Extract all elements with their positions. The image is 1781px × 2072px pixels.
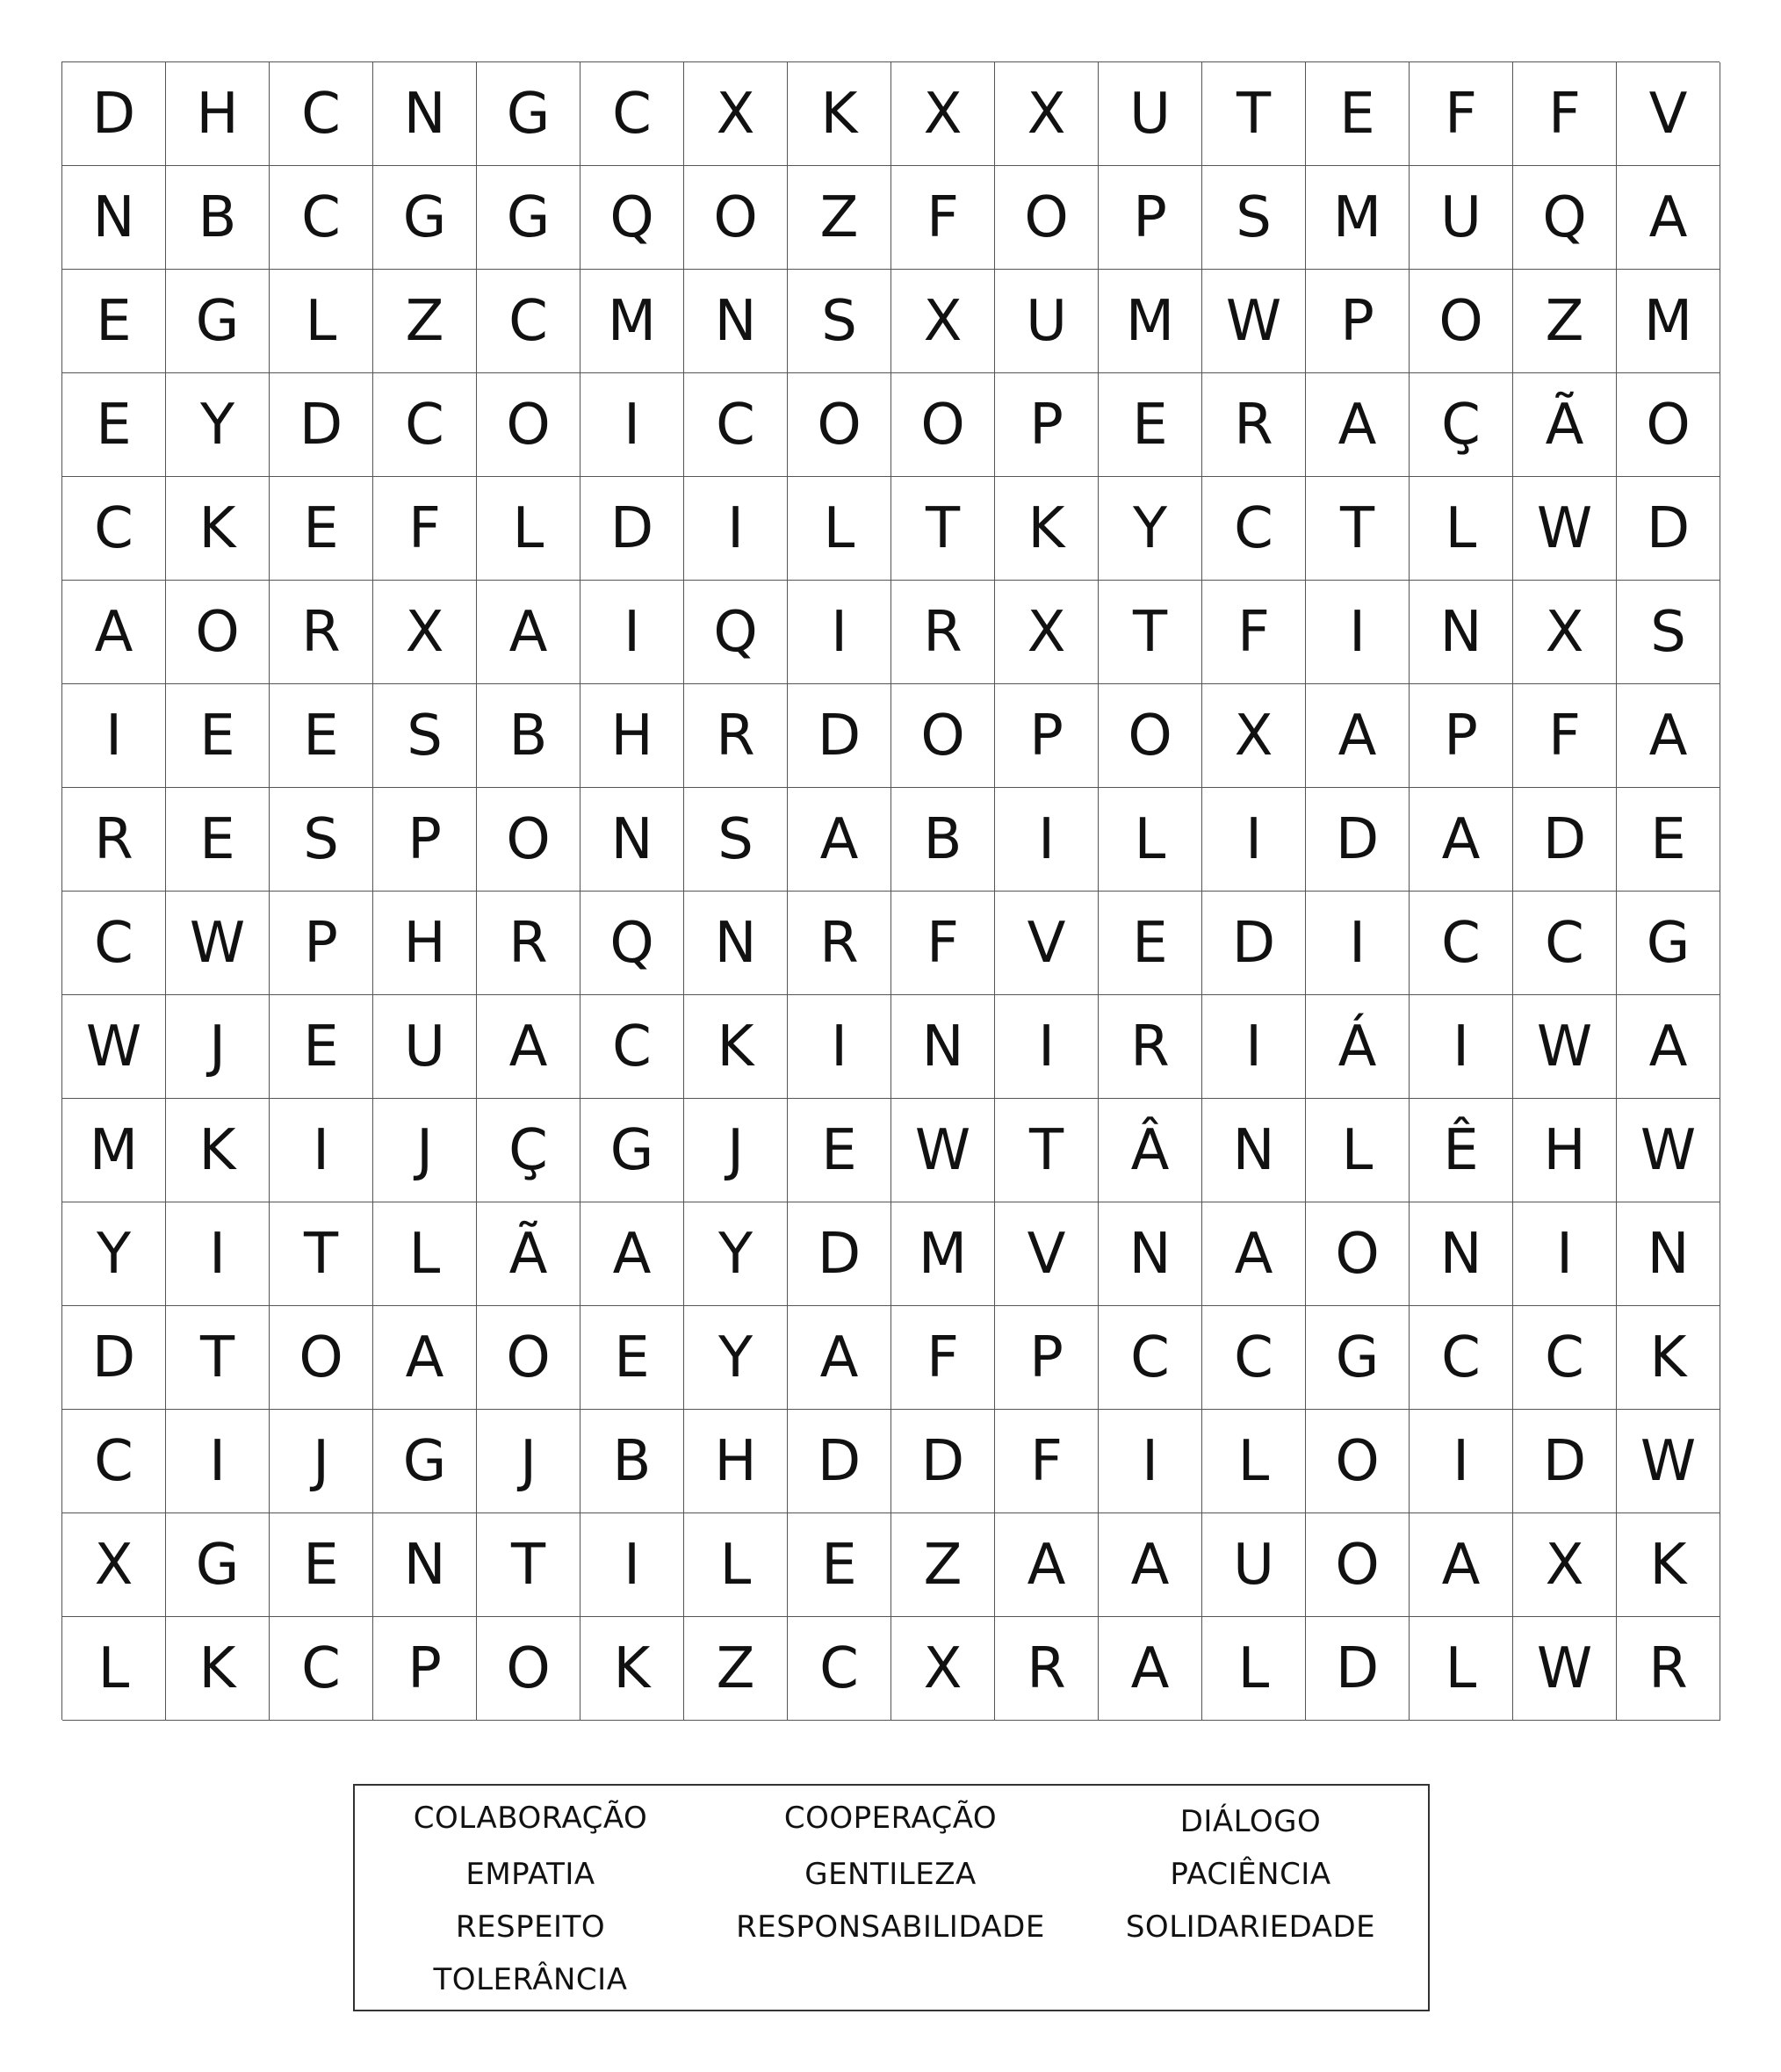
grid-cell[interactable]: L [1306, 1099, 1410, 1202]
grid-cell[interactable]: T [891, 477, 995, 581]
grid-cell[interactable]: A [1306, 373, 1410, 477]
grid-cell[interactable]: K [1617, 1306, 1720, 1410]
grid-cell[interactable]: V [995, 1202, 1099, 1306]
grid-cell[interactable]: F [1202, 581, 1306, 684]
grid-cell[interactable]: Ã [1513, 373, 1617, 477]
grid-cell[interactable]: N [891, 995, 995, 1099]
grid-cell[interactable]: C [684, 373, 788, 477]
grid-cell[interactable]: A [1306, 684, 1410, 788]
grid-cell[interactable]: J [166, 995, 270, 1099]
grid-cell[interactable]: X [995, 581, 1099, 684]
grid-cell[interactable]: U [373, 995, 477, 1099]
grid-cell[interactable]: U [1410, 166, 1513, 270]
grid-cell[interactable]: I [1306, 581, 1410, 684]
grid-cell[interactable]: P [373, 1617, 477, 1721]
word-list-item: RESPONSABILIDADE [736, 1910, 1045, 1945]
grid-cell[interactable]: N [684, 892, 788, 995]
grid-cell[interactable]: N [373, 1513, 477, 1617]
grid-cell[interactable]: J [373, 1099, 477, 1202]
grid-cell[interactable]: R [477, 892, 580, 995]
grid-cell[interactable]: F [1410, 62, 1513, 166]
grid-cell[interactable]: Ã [477, 1202, 580, 1306]
grid-cell[interactable]: R [891, 581, 995, 684]
grid-cell[interactable]: D [62, 1306, 166, 1410]
grid-cell[interactable]: C [270, 1617, 373, 1721]
grid-cell[interactable]: Ç [477, 1099, 580, 1202]
grid-cell[interactable]: E [62, 270, 166, 373]
grid-cell[interactable]: C [1513, 892, 1617, 995]
grid-cell[interactable]: R [684, 684, 788, 788]
grid-cell[interactable]: N [1202, 1099, 1306, 1202]
grid-cell[interactable]: Q [684, 581, 788, 684]
grid-cell[interactable]: I [1513, 1202, 1617, 1306]
grid-cell[interactable]: O [1306, 1202, 1410, 1306]
grid-cell[interactable]: V [1617, 62, 1720, 166]
grid-cell[interactable]: I [166, 1202, 270, 1306]
grid-cell[interactable]: T [1202, 62, 1306, 166]
grid-cell[interactable]: I [684, 477, 788, 581]
grid-cell[interactable]: E [62, 373, 166, 477]
grid-cell[interactable]: Â [1099, 1099, 1202, 1202]
grid-cell[interactable]: C [270, 166, 373, 270]
grid-cell[interactable]: O [1306, 1513, 1410, 1617]
grid-cell[interactable]: C [477, 270, 580, 373]
grid-cell[interactable]: E [788, 1099, 891, 1202]
grid-cell[interactable]: E [580, 1306, 684, 1410]
grid-cell[interactable]: L [1410, 477, 1513, 581]
grid-cell[interactable]: I [788, 581, 891, 684]
grid-cell[interactable]: W [1513, 995, 1617, 1099]
grid-cell[interactable]: Z [891, 1513, 995, 1617]
grid-cell[interactable]: Z [788, 166, 891, 270]
grid-cell[interactable]: B [477, 684, 580, 788]
grid-cell[interactable]: Ê [1410, 1099, 1513, 1202]
grid-cell[interactable]: S [1202, 166, 1306, 270]
grid-cell[interactable]: N [373, 62, 477, 166]
grid-cell[interactable]: C [1410, 892, 1513, 995]
grid-cell[interactable]: G [1306, 1306, 1410, 1410]
grid-cell[interactable]: C [270, 62, 373, 166]
grid-cell[interactable]: I [1410, 995, 1513, 1099]
grid-cell[interactable]: X [1513, 581, 1617, 684]
grid-cell[interactable]: I [1202, 995, 1306, 1099]
grid-cell[interactable]: E [270, 995, 373, 1099]
grid-cell[interactable]: A [477, 581, 580, 684]
grid-cell[interactable]: T [1306, 477, 1410, 581]
grid-cell[interactable]: Y [166, 373, 270, 477]
grid-cell[interactable]: S [684, 788, 788, 892]
grid-cell[interactable]: O [788, 373, 891, 477]
grid-cell[interactable]: C [1202, 477, 1306, 581]
grid-cell[interactable]: U [995, 270, 1099, 373]
grid-cell[interactable]: P [373, 788, 477, 892]
grid-cell[interactable]: U [1202, 1513, 1306, 1617]
grid-cell[interactable]: A [1099, 1617, 1202, 1721]
word-list-item: COOPERAÇÃO [783, 1801, 998, 1836]
grid-cell[interactable]: N [1099, 1202, 1202, 1306]
grid-cell[interactable]: H [373, 892, 477, 995]
grid-cell[interactable]: I [1410, 1410, 1513, 1513]
grid-cell[interactable]: Y [684, 1306, 788, 1410]
grid-cell[interactable]: X [891, 62, 995, 166]
grid-cell[interactable]: A [1617, 684, 1720, 788]
grid-cell[interactable]: N [1410, 1202, 1513, 1306]
grid-cell[interactable]: P [1099, 166, 1202, 270]
grid-cell[interactable]: D [788, 1202, 891, 1306]
grid-cell[interactable]: L [477, 477, 580, 581]
grid-cell[interactable]: L [788, 477, 891, 581]
grid-cell[interactable]: D [1202, 892, 1306, 995]
grid-cell[interactable]: D [62, 62, 166, 166]
grid-cell[interactable]: N [1617, 1202, 1720, 1306]
grid-cell[interactable]: C [62, 1410, 166, 1513]
grid-cell[interactable]: M [580, 270, 684, 373]
grid-cell[interactable]: R [1202, 373, 1306, 477]
grid-cell[interactable]: G [477, 62, 580, 166]
grid-cell[interactable]: L [62, 1617, 166, 1721]
grid-cell[interactable]: A [1410, 788, 1513, 892]
grid-cell[interactable]: I [580, 373, 684, 477]
grid-cell[interactable]: Y [684, 1202, 788, 1306]
grid-cell[interactable]: C [580, 995, 684, 1099]
letter-grid[interactable] [61, 61, 1720, 1720]
grid-cell[interactable]: E [270, 1513, 373, 1617]
grid-cell[interactable]: Z [373, 270, 477, 373]
grid-cell[interactable]: B [891, 788, 995, 892]
grid-cell[interactable]: O [477, 1306, 580, 1410]
grid-cell[interactable]: A [373, 1306, 477, 1410]
grid-cell[interactable]: C [1513, 1306, 1617, 1410]
grid-cell[interactable]: D [788, 1410, 891, 1513]
word-list-item: GENTILEZA [804, 1857, 977, 1892]
grid-cell[interactable]: H [684, 1410, 788, 1513]
grid-cell[interactable]: A [477, 995, 580, 1099]
grid-cell[interactable]: C [580, 62, 684, 166]
grid-cell[interactable]: C [788, 1617, 891, 1721]
grid-cell[interactable]: P [995, 373, 1099, 477]
grid-cell[interactable]: C [1202, 1306, 1306, 1410]
grid-cell[interactable]: Y [62, 1202, 166, 1306]
grid-cell[interactable]: F [1513, 684, 1617, 788]
grid-cell[interactable]: G [166, 1513, 270, 1617]
grid-cell[interactable]: R [1617, 1617, 1720, 1721]
grid-cell[interactable]: X [891, 270, 995, 373]
grid-cell[interactable]: F [891, 892, 995, 995]
grid-cell[interactable]: U [1099, 62, 1202, 166]
grid-cell[interactable]: R [270, 581, 373, 684]
grid-cell[interactable]: W [62, 995, 166, 1099]
grid-cell[interactable]: D [1306, 788, 1410, 892]
grid-cell[interactable]: K [684, 995, 788, 1099]
grid-cell[interactable]: D [580, 477, 684, 581]
grid-cell[interactable]: H [580, 684, 684, 788]
grid-cell[interactable]: V [995, 892, 1099, 995]
grid-cell[interactable]: O [1306, 1410, 1410, 1513]
grid-cell[interactable]: A [1099, 1513, 1202, 1617]
grid-cell[interactable]: E [1099, 892, 1202, 995]
grid-cell[interactable]: G [166, 270, 270, 373]
grid-cell[interactable]: J [684, 1099, 788, 1202]
grid-cell[interactable]: E [270, 477, 373, 581]
grid-cell[interactable]: X [995, 62, 1099, 166]
grid-cell[interactable]: I [995, 788, 1099, 892]
grid-cell[interactable]: E [1306, 62, 1410, 166]
grid-cell[interactable]: W [1202, 270, 1306, 373]
grid-cell[interactable]: O [1099, 684, 1202, 788]
grid-cell[interactable]: R [1099, 995, 1202, 1099]
grid-cell[interactable]: C [373, 373, 477, 477]
grid-cell[interactable]: N [684, 270, 788, 373]
grid-cell[interactable]: H [1513, 1099, 1617, 1202]
grid-cell[interactable]: W [1617, 1410, 1720, 1513]
grid-cell[interactable]: E [270, 684, 373, 788]
grid-cell[interactable]: X [891, 1617, 995, 1721]
grid-cell[interactable]: X [373, 581, 477, 684]
grid-cell[interactable]: X [1202, 684, 1306, 788]
grid-cell[interactable]: A [580, 1202, 684, 1306]
grid-cell[interactable]: I [580, 1513, 684, 1617]
grid-cell[interactable]: K [166, 477, 270, 581]
grid-cell[interactable]: P [1306, 270, 1410, 373]
grid-cell[interactable]: T [166, 1306, 270, 1410]
grid-cell[interactable]: I [1306, 892, 1410, 995]
grid-cell[interactable]: F [373, 477, 477, 581]
grid-cell[interactable]: C [1099, 1306, 1202, 1410]
grid-cell[interactable]: O [1410, 270, 1513, 373]
grid-cell[interactable]: Á [1306, 995, 1410, 1099]
word-list-item: RESPEITO [455, 1910, 606, 1945]
grid-cell[interactable]: M [1099, 270, 1202, 373]
grid-cell[interactable]: N [1410, 581, 1513, 684]
grid-cell[interactable]: O [270, 1306, 373, 1410]
grid-cell[interactable]: X [1513, 1513, 1617, 1617]
grid-cell[interactable]: T [270, 1202, 373, 1306]
grid-cell[interactable]: S [270, 788, 373, 892]
word-list-item: TOLERÂNCIA [433, 1962, 628, 1997]
grid-cell[interactable]: M [1306, 166, 1410, 270]
grid-cell[interactable]: D [891, 1410, 995, 1513]
grid-cell[interactable]: P [995, 684, 1099, 788]
grid-cell[interactable]: G [373, 1410, 477, 1513]
grid-cell[interactable]: L [1202, 1410, 1306, 1513]
grid-cell[interactable]: P [270, 892, 373, 995]
grid-cell[interactable]: F [891, 166, 995, 270]
grid-cell[interactable]: I [1202, 788, 1306, 892]
grid-cell[interactable]: A [1617, 166, 1720, 270]
grid-cell[interactable]: O [995, 166, 1099, 270]
grid-cell[interactable]: R [62, 788, 166, 892]
grid-cell[interactable]: Z [1513, 270, 1617, 373]
grid-cell[interactable]: A [62, 581, 166, 684]
grid-cell[interactable]: Q [1513, 166, 1617, 270]
grid-cell[interactable]: D [270, 373, 373, 477]
grid-cell[interactable]: M [891, 1202, 995, 1306]
grid-cell[interactable]: L [684, 1513, 788, 1617]
grid-cell[interactable]: I [995, 995, 1099, 1099]
grid-cell[interactable]: N [580, 788, 684, 892]
grid-cell[interactable]: F [891, 1306, 995, 1410]
grid-cell[interactable]: O [477, 788, 580, 892]
grid-cell[interactable]: C [1410, 1306, 1513, 1410]
grid-cell[interactable]: A [1410, 1513, 1513, 1617]
grid-cell[interactable]: L [1410, 1617, 1513, 1721]
grid-cell[interactable]: X [684, 62, 788, 166]
grid-cell[interactable]: I [788, 995, 891, 1099]
grid-cell[interactable]: C [62, 477, 166, 581]
grid-cell[interactable]: G [1617, 892, 1720, 995]
grid-cell[interactable]: D [1306, 1617, 1410, 1721]
grid-cell[interactable]: K [995, 477, 1099, 581]
grid-cell[interactable]: S [1617, 581, 1720, 684]
grid-cell[interactable]: J [477, 1410, 580, 1513]
grid-cell[interactable]: L [1099, 788, 1202, 892]
grid-cell[interactable]: M [1617, 270, 1720, 373]
grid-cell[interactable]: W [1513, 1617, 1617, 1721]
grid-cell[interactable]: D [1513, 1410, 1617, 1513]
grid-cell[interactable]: S [373, 684, 477, 788]
grid-cell[interactable]: K [166, 1099, 270, 1202]
grid-cell[interactable]: B [580, 1410, 684, 1513]
grid-cell[interactable]: E [788, 1513, 891, 1617]
grid-cell[interactable]: O [891, 684, 995, 788]
grid-cell[interactable]: A [788, 1306, 891, 1410]
grid-cell[interactable]: E [166, 684, 270, 788]
grid-cell[interactable]: Q [580, 892, 684, 995]
grid-cell[interactable]: I [580, 581, 684, 684]
word-list-item: EMPATIA [465, 1857, 595, 1892]
grid-cell[interactable]: E [166, 788, 270, 892]
grid-cell[interactable]: K [788, 62, 891, 166]
grid-cell[interactable]: Q [580, 166, 684, 270]
grid-cell[interactable]: B [166, 166, 270, 270]
grid-cell[interactable]: K [166, 1617, 270, 1721]
word-list-item: COLABORAÇÃO [413, 1801, 648, 1836]
grid-cell[interactable]: C [62, 892, 166, 995]
grid-cell[interactable]: M [62, 1099, 166, 1202]
grid-cell[interactable]: D [788, 684, 891, 788]
grid-cell[interactable]: G [580, 1099, 684, 1202]
grid-cell[interactable]: L [373, 1202, 477, 1306]
grid-cell[interactable]: N [62, 166, 166, 270]
grid-cell[interactable]: W [166, 892, 270, 995]
grid-cell[interactable]: D [1513, 788, 1617, 892]
grid-cell[interactable]: A [995, 1513, 1099, 1617]
grid-cell[interactable]: L [270, 270, 373, 373]
grid-cell[interactable]: S [788, 270, 891, 373]
word-list-item: SOLIDARIEDADE [1125, 1910, 1376, 1945]
grid-cell[interactable]: O [477, 373, 580, 477]
grid-cell[interactable]: O [1617, 373, 1720, 477]
grid-cell[interactable]: I [270, 1099, 373, 1202]
grid-cell[interactable]: I [62, 684, 166, 788]
grid-cell[interactable]: A [1617, 995, 1720, 1099]
word-list-item: PACIÊNCIA [1170, 1857, 1331, 1892]
grid-cell[interactable]: A [1202, 1202, 1306, 1306]
grid-cell[interactable]: Y [1099, 477, 1202, 581]
grid-cell[interactable]: W [891, 1099, 995, 1202]
grid-cell[interactable]: O [684, 166, 788, 270]
grid-cell[interactable]: P [1410, 684, 1513, 788]
grid-cell[interactable]: E [1617, 788, 1720, 892]
grid-cell[interactable]: F [995, 1410, 1099, 1513]
grid-cell[interactable]: W [1513, 477, 1617, 581]
grid-cell[interactable]: K [1617, 1513, 1720, 1617]
grid-cell[interactable]: E [1099, 373, 1202, 477]
word-list-item: DIÁLOGO [1179, 1804, 1322, 1839]
word-list-box [353, 1784, 1430, 2011]
grid-cell[interactable]: T [995, 1099, 1099, 1202]
grid-cell[interactable]: K [580, 1617, 684, 1721]
grid-cell[interactable]: Ç [1410, 373, 1513, 477]
grid-cell[interactable]: O [477, 1617, 580, 1721]
grid-cell[interactable]: O [891, 373, 995, 477]
grid-cell[interactable]: T [1099, 581, 1202, 684]
grid-cell[interactable]: F [1513, 62, 1617, 166]
grid-cell[interactable]: P [995, 1306, 1099, 1410]
grid-cell[interactable]: D [1617, 477, 1720, 581]
grid-cell[interactable]: I [1099, 1410, 1202, 1513]
grid-cell[interactable]: G [477, 166, 580, 270]
grid-cell[interactable]: R [995, 1617, 1099, 1721]
grid-cell[interactable]: J [270, 1410, 373, 1513]
grid-cell[interactable]: R [788, 892, 891, 995]
grid-cell[interactable]: I [166, 1410, 270, 1513]
grid-cell[interactable]: L [1202, 1617, 1306, 1721]
grid-cell[interactable]: T [477, 1513, 580, 1617]
grid-cell[interactable]: X [62, 1513, 166, 1617]
grid-cell[interactable]: Z [684, 1617, 788, 1721]
grid-cell[interactable]: H [166, 62, 270, 166]
grid-cell[interactable]: W [1617, 1099, 1720, 1202]
grid-cell[interactable]: O [166, 581, 270, 684]
grid-cell[interactable]: A [788, 788, 891, 892]
grid-cell[interactable]: G [373, 166, 477, 270]
